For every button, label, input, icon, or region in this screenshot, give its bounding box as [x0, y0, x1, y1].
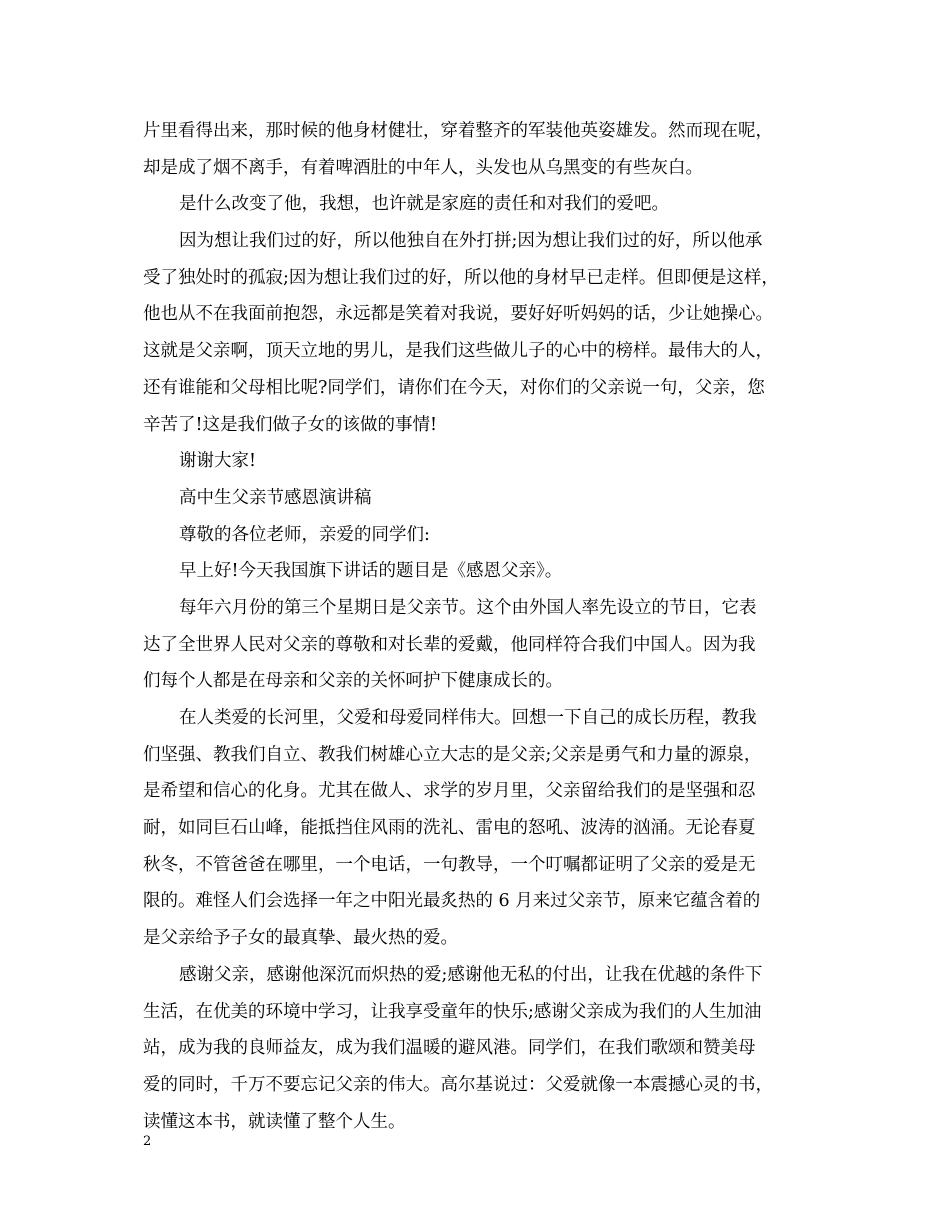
- text-line: 因为想让我们过的好，所以他独自在外打拼;因为想让我们过的好，所以他承: [179, 231, 763, 252]
- text-line: 爱的同时，千万不要忘记父亲的伟大。高尔基说过：父爱就像一本震撼心灵的书，: [143, 1074, 773, 1095]
- text-line: 们坚强、教我们自立、教我们树雄心立大志的是父亲;父亲是勇气和力量的源泉，: [143, 744, 762, 765]
- section-title: 高中生父亲节感恩演讲稿: [179, 487, 372, 508]
- text-line: 辛苦了!这是我们做子女的该做的事情!: [143, 414, 438, 435]
- text-line: 每年六月份的第三个星期日是父亲节。这个由外国人率先设立的节日，它表: [179, 597, 757, 618]
- text-line: 读懂这本书，就读懂了整个人生。: [143, 1111, 406, 1132]
- text-line: 是什么改变了他，我想，也许就是家庭的责任和对我们的爱吧。: [179, 194, 669, 215]
- text-line: 达了全世界人民对父亲的尊敬和对长辈的爱戴，他同样符合我们中国人。因为我: [143, 634, 756, 655]
- text-line: 受了独处时的孤寂;因为想让我们过的好，所以他的身材早已走样。但即便是这样，: [143, 267, 779, 288]
- text-line: 谢谢大家!: [179, 451, 257, 472]
- page-number: 2: [143, 1134, 152, 1149]
- text-line: 他也从不在我面前抱怨，永远都是笑着对我说，要好好听妈妈的话，少让她操心。: [143, 304, 773, 325]
- text-line: 尊敬的各位老师，亲爱的同学们:: [179, 524, 430, 545]
- text-line: 片里看得出来，那时候的他身材健壮，穿着整齐的军装他英姿雄发。然而现在呢，: [143, 121, 773, 141]
- text-line: 生活，在优美的环境中学习，让我享受童年的快乐;感谢父亲成为我们的人生加油: [143, 1001, 762, 1022]
- text-line: 是希望和信心的化身。尤其在做人、求学的岁月里，父亲留给我们的是坚强和忍: [143, 781, 756, 802]
- text-line: 早上好!今天我国旗下讲话的题目是《感恩父亲》。: [179, 561, 563, 582]
- body-text: [143, 113, 813, 1140]
- text-line: 却是成了烟不离手，有着啤酒肚的中年人，头发也从乌黑变的有些灰白。: [143, 157, 703, 178]
- text-line: 在人类爱的长河里，父爱和母爱同样伟大。回想一下自己的成长历程，教我: [179, 708, 757, 728]
- text-line: 们每个人都是在母亲和父亲的关怀呵护下健康成长的。: [143, 671, 563, 692]
- text-line: 站，成为我的良师益友，成为我们温暖的避风港。同学们，在我们歌颂和赞美母: [143, 1038, 756, 1059]
- text-line: 还有谁能和父母相比呢?同学们，请你们在今天，对你们的父亲说一句，父亲，您: [143, 377, 765, 398]
- text-line: 这就是父亲啊，顶天立地的男儿，是我们这些做儿子的心中的榜样。最伟大的人，: [143, 341, 773, 362]
- text-line: 是父亲给予子女的最真挚、最火热的爱。: [143, 928, 458, 949]
- text-line: 耐，如同巨石山峰，能抵挡住风雨的洗礼、雷电的怒吼、波涛的汹涌。无论春夏: [143, 818, 756, 839]
- text-line: 限的。难怪人们会选择一年之中阳光最炙热的 6 月来过父亲节，原来它蕴含着的: [143, 891, 761, 912]
- text-line: 感谢父亲，感谢他深沉而炽热的爱;感谢他无私的付出，让我在优越的条件下: [179, 964, 763, 985]
- text-line: 秋冬，不管爸爸在哪里，一个电话，一句教导，一个叮嘱都证明了父亲的爱是无: [143, 854, 756, 875]
